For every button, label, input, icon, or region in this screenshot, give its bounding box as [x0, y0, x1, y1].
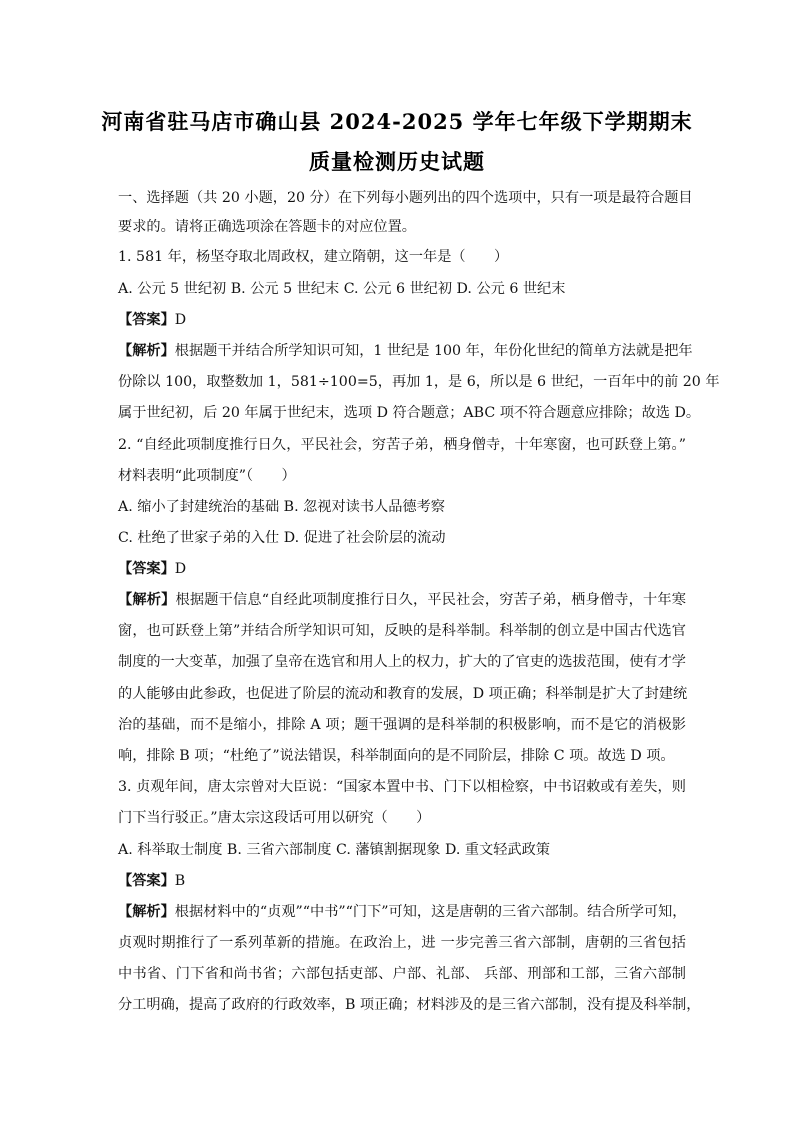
question-3-analysis-line-4: 分工明确，提高了政府的行政效率，B 项正确；材料涉及的是三省六部制，没有提及科举制， — [118, 997, 701, 1013]
analysis-text: 根据题干并结合所学知识可知，1 世纪是 100 年，年份化世纪的简单方法就是把年 — [174, 343, 693, 359]
question-1-options: A. 公元 5 世纪初 B. 公元 5 世纪末 C. 公元 6 世纪初 D. 公元 6 世纪末 — [118, 281, 566, 297]
answer-value: B — [174, 873, 186, 889]
question-2-analysis-line-1 — [118, 590, 686, 610]
analysis-label: 【解析】 — [118, 343, 175, 359]
question-2-options-line-1: A. 缩小了封建统治的基础 B. 忽视对读书人品德考察 — [118, 499, 445, 515]
question-3-options: A. 科举取士制度 B. 三省六部制度 C. 藩镇割据现象 D. 重文轻武政策 — [118, 842, 550, 858]
analysis-text: 根据题干信息“自经此项制度推行日久，平民社会，穷苦子弟，栖身僧寺，十年寒 — [175, 592, 686, 608]
question-2-analysis-line-2: 窗，也可跃登上第”并结合所学知识可知，反映的是科举制。科举制的创立是中国古代选官 — [118, 623, 686, 639]
question-3-answer — [118, 871, 686, 891]
question-2-analysis-line-5: 治的基础，而不是缩小，排除 A 项；题干强调的是科举制的积极影响，而不是它的消极影 — [118, 717, 686, 733]
question-2-analysis-line-6: 响，排除 B 项；“杜绝了”说法错误，科举制面向的是不同阶层，排除 C 项。故选 D 项。 — [118, 748, 675, 764]
answer-label: 【答案】 — [118, 312, 175, 328]
question-2-stem-line-2: 材料表明“此项制度”（ ） — [118, 468, 296, 484]
question-3-analysis-line-1 — [118, 902, 686, 922]
question-1-analysis-line-3: 属于世纪初，后 20 年属于世纪末，选项 D 符合题意；ABC 项不符合题意应排除；故选 D。 — [118, 405, 701, 421]
answer-value: D — [174, 561, 187, 577]
document-title-line-2: 质量检测历史试题 — [309, 149, 485, 174]
question-3-stem-line-2: 门下当行驳正。”唐太宗这段话可用以研究（ ） — [118, 810, 431, 826]
document-title-line-1: 河南省驻马店市确山县 2024-2025 学年七年级下学期期末 — [101, 109, 693, 134]
question-3-stem-line-1: 3. 贞观年间，唐太宗曾对大臣说：“国家本置中书、门下以相检察，中书诏敕或有差失，则 — [118, 779, 686, 795]
question-2-options-line-2: C. 杜绝了世家子弟的入仕 D. 促进了社会阶层的流动 — [118, 530, 446, 546]
question-1-answer — [118, 310, 686, 330]
question-1-analysis-line-2: 份除以 100，取整数加 1，581÷100=5，再加 1，是 6，所以是 6 世纪，一百年中的前 20 年 — [118, 374, 720, 390]
question-2-analysis-line-3: 制度的一大变革，加强了皇帝在选官和用人上的权力，扩大的了官吏的选拔范围，使有才学 — [118, 654, 686, 670]
question-2-stem-line-1: 2. “自经此项制度推行日久，平民社会，穷苦子弟，栖身僧寺，十年寒窗，也可跃登上第。” — [118, 437, 686, 453]
question-3-analysis-line-2: 贞观时期推行了一系列革新的措施。在政治上，进 一步完善三省六部制，唐朝的三省包括 — [118, 935, 686, 951]
section-instruction-line-1: 一、选择题（共 20 小题，20 分）在下列每小题列出的四个选项中，只有一项是最符合题目 — [118, 190, 693, 206]
analysis-label: 【解析】 — [118, 904, 175, 920]
answer-value: D — [174, 312, 187, 328]
question-3-analysis-line-3: 中书省、门下省和尚书省；六部包括吏部、户部、礼部、 兵部、刑部和工部，三省六部制 — [118, 966, 686, 982]
answer-label: 【答案】 — [118, 873, 175, 889]
section-instruction-line-2: 要求的。请将正确选项涂在答题卡的对应位置。 — [118, 219, 416, 235]
analysis-text: 根据材料中的“贞观”“中书”“门下”可知，这是唐朝的三省六部制。结合所学可知， — [174, 904, 687, 920]
analysis-label: 【解析】 — [118, 592, 176, 608]
question-1-analysis-line-1 — [118, 341, 693, 361]
answer-label: 【答案】 — [118, 561, 175, 577]
question-2-analysis-line-4: 的人能够由此参政，也促进了阶层的流动和教育的发展，D 项正确；科举制是扩大了封建统 — [118, 686, 688, 702]
question-1-stem: 1. 581 年，杨坚夺取北周政权，建立隋朝，这一年是（ ） — [118, 249, 509, 265]
question-2-answer — [118, 559, 686, 579]
